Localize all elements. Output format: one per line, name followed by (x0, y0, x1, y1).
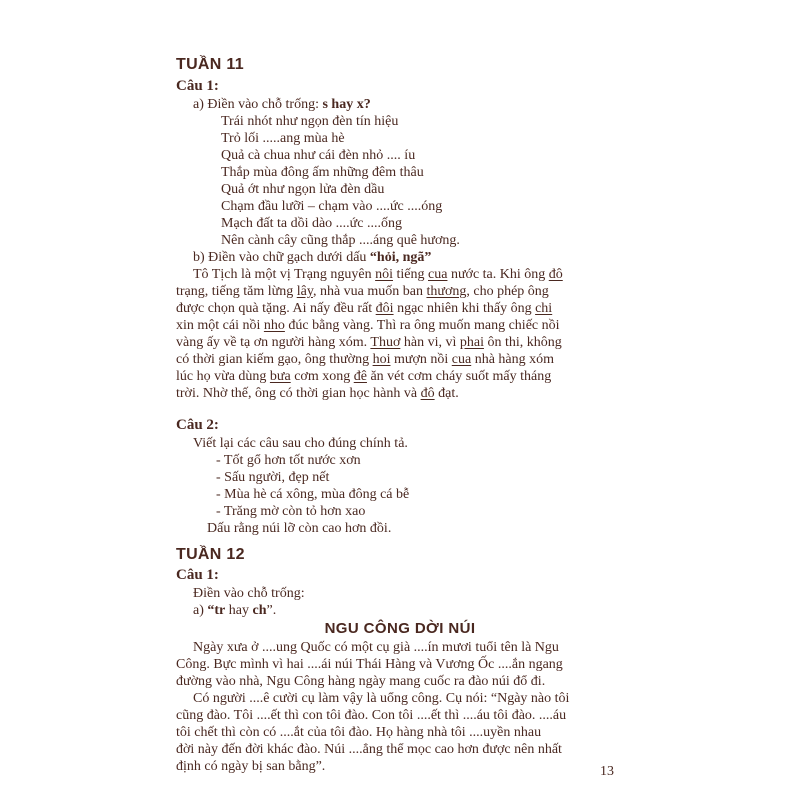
underlined-word: phai (459, 335, 484, 350)
poem-line: Mạch đất ta dồi dào ....ức ....ống (221, 216, 402, 231)
poem-line: Quả cà chua như cái đèn nhỏ .... íu (221, 148, 416, 163)
underlined-word: nôi (375, 267, 394, 282)
underlined-word: cua (428, 267, 448, 282)
w11-q1a-instruction (193, 97, 371, 113)
paragraph-text: vàng ấy về tạ ơn người hàng xóm. (176, 335, 371, 350)
story-line: tôi chết thì còn có ....ắt của tôi đào. Họ hàng nhà tôi ....uyền nhau (176, 725, 542, 740)
poem-line: Nên cành cây cũng thắp ....áng quê hương. (221, 233, 460, 248)
poem-line: Quả ớt như ngọn lửa đèn dầu (221, 182, 385, 197)
paragraph-text: ngạc nhiên khi thấy ông (393, 301, 536, 316)
paragraph-text: cơm xong (290, 369, 354, 384)
paragraph-text: đúc bằng vàng. Thì ra ông muốn mang chiếc nồi (284, 318, 560, 333)
poem-line: Chạm đầu lưỡi – chạm vào ....ức ....óng (221, 199, 443, 214)
paragraph-line (176, 352, 554, 368)
story-line: Có người ....ê cười cụ làm vậy là uổng công. Cụ nói: “Ngày nào tôi (193, 691, 570, 706)
underlined-word: hoi (372, 352, 391, 367)
paragraph-line (176, 386, 459, 402)
paragraph-line (176, 335, 562, 351)
paragraph-text: nhà hàng xóm (471, 352, 555, 367)
paragraph-text: được chọn quà tặng. Ai nấy đều rất (176, 301, 376, 316)
w11-q1b-text: b) Điền vào chữ gạch dưới dấu (193, 250, 370, 265)
w11-q2-instruction: Viết lại các câu sau cho đúng chính tả. (193, 436, 408, 451)
story-line: Ngày xưa ở ....ung Quốc có một cụ già ....ín mươi tuổi tên là Ngu (193, 640, 559, 655)
w11-q1b-instruction (193, 250, 431, 266)
underlined-word: nho (263, 318, 285, 333)
paragraph-line (176, 369, 551, 385)
story-title: NGU CÔNG DỜI NÚI (324, 620, 476, 637)
story-line: định có ngày bị san bằng”. (176, 759, 326, 774)
story-line: đường vào nhà, Ngu Công hàng ngày mang cuốc ra đào núi đổ đi. (176, 674, 546, 689)
week-12-heading: TUẦN 12 (176, 546, 245, 563)
underlined-word: Thuơ (370, 335, 401, 350)
underlined-word: đê (353, 369, 367, 384)
paragraph-text: mượn nồi (390, 352, 452, 367)
week-11-heading: TUẦN 11 (176, 56, 244, 73)
paragraph-line (176, 318, 560, 334)
w12-q1-instruction: Điền vào chỗ trống: (193, 586, 305, 601)
story-line: Công. Bực mình vì hai ....ái núi Thái Hàng và Vương Ốc ....ắn ngang (176, 657, 563, 672)
underlined-word: thương (426, 284, 467, 299)
paragraph-text: có thời gian kiếm gạo, ông thường (176, 352, 373, 367)
story-line: cũng đào. Tôi ....ết thì con tôi đào. Con tôi ....ết thì ....áu tôi đào. ....áu (176, 708, 567, 723)
paragraph-text: hàn vi, vì (400, 335, 460, 350)
w12-q1a-instruction (193, 603, 276, 619)
underlined-word: lây (296, 284, 313, 299)
w11-question-2-label: Câu 2: (176, 417, 219, 433)
proverb-last-line: Dấu rằng núi lỡ còn cao hơn đồi. (207, 521, 392, 536)
w12-question-1-label: Câu 1: (176, 567, 219, 583)
w11-q1b-bold: “hỏi, ngã” (369, 250, 432, 265)
paragraph-text: lúc họ vừa dùng (176, 369, 270, 384)
paragraph-text: đạt. (434, 386, 459, 401)
paragraph-line (193, 267, 563, 283)
poem-line: Trái nhót như ngọn đèn tín hiệu (221, 114, 399, 129)
paragraph-line (176, 284, 549, 300)
paragraph-text: , nhà vua muốn ban (312, 284, 427, 299)
paragraph-text: ăn vét cơm cháy suốt mấy tháng (366, 369, 552, 384)
underlined-word: đôi (375, 301, 394, 316)
paragraph-text: ôn thi, không (483, 335, 562, 350)
proverb-item: - Tốt gổ hơn tốt nước xơn (216, 453, 361, 468)
page-number: 13 (600, 764, 614, 779)
proverb-item: - Mùa hè cá xông, mùa đông cá bễ (216, 487, 410, 502)
w11-question-1-label: Câu 1: (176, 78, 219, 94)
paragraph-text: nước ta. Khi ông (447, 267, 549, 282)
paragraph-text: , cho phép ông (466, 284, 549, 299)
proverb-item: - Sấu người, đẹp nết (216, 470, 330, 485)
poem-line: Trỏ lối .....ang mùa hè (221, 131, 345, 146)
w12-q1a-bold-2: ch (252, 603, 267, 618)
story-line: đời này đến đời khác đào. Núi ....ẳng thể mọc cao hơn được nên nhất (176, 742, 562, 757)
proverb-item: - Trăng mờ còn tỏ hơn xao (216, 504, 366, 519)
w11-q1a-text: a) Điền vào chỗ trống: (193, 97, 323, 112)
underlined-word: cua (451, 352, 472, 367)
underlined-word: đô (548, 267, 563, 282)
paragraph-text: Tô Tịch là một vị Trạng nguyên (193, 267, 376, 282)
underlined-word: đô (420, 386, 435, 401)
paragraph-text: trạng, tiếng tăm lừng (176, 284, 297, 299)
w12-q1a-mid: hay (225, 603, 253, 618)
underlined-word: bưa (269, 369, 291, 384)
w11-q1a-bold: s hay x? (322, 97, 371, 112)
underlined-word: chi (535, 301, 553, 316)
paragraph-text: xin một cái nồi (176, 318, 264, 333)
paragraph-text: tiếng (393, 267, 429, 282)
w12-q1a-suffix: ”. (266, 603, 277, 618)
paragraph-text: trời. Nhờ thế, ông có thời gian học hành và (176, 386, 421, 401)
poem-line: Thắp mùa đông ấm những đêm thâu (221, 165, 424, 180)
w12-q1a-prefix: a) (193, 603, 208, 618)
w12-q1a-bold-1: “tr (207, 603, 226, 618)
paragraph-line (176, 301, 552, 317)
